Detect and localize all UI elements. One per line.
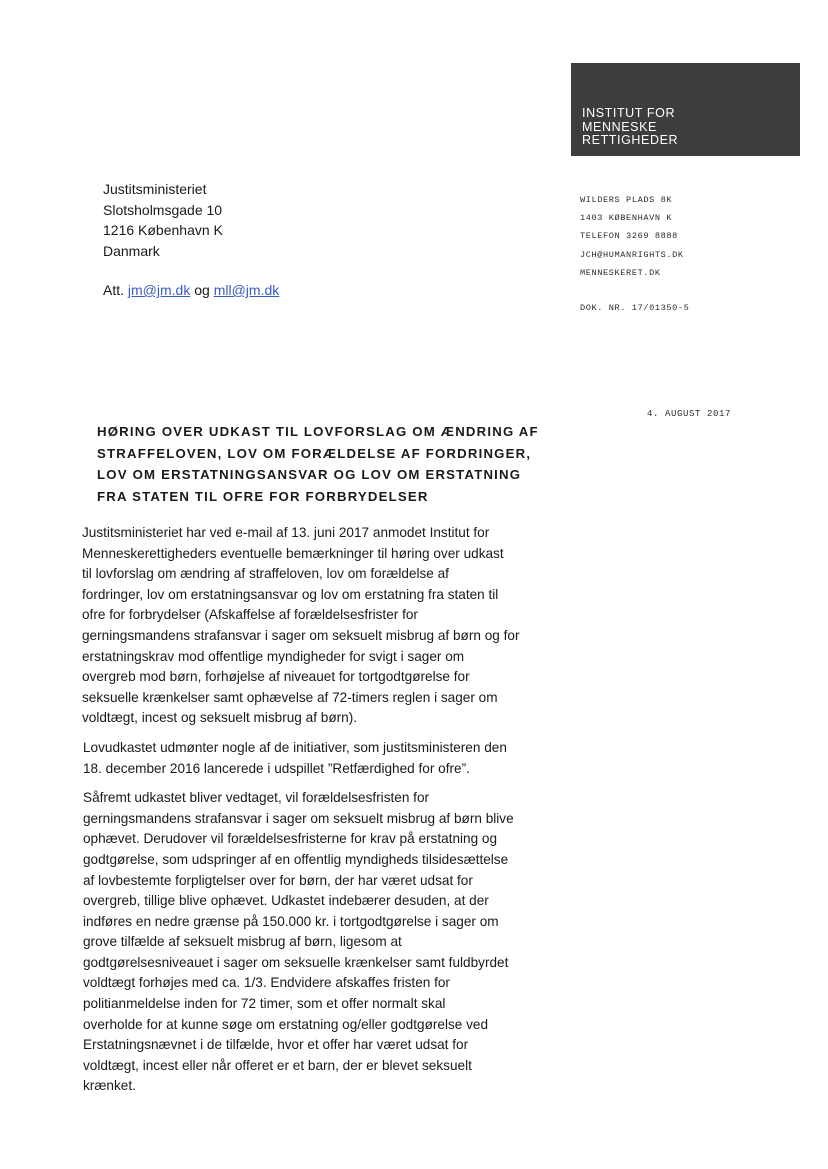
att-connector: og <box>194 282 210 298</box>
email-link-jm[interactable]: jm@jm.dk <box>127 282 191 298</box>
heading-line: HØRING OVER UDKAST TIL LOVFORSLAG OM ÆNDRING AF <box>97 424 539 439</box>
body-line: voldtægt, incest og seksuelt misbrug af børn). <box>82 710 358 726</box>
heading-line: LOV OM ERSTATNINGSANSVAR OG LOV OM ERSTATNING <box>97 467 522 482</box>
body-line: ofre for forbrydelser (Afskaffelse af forældelsesfrister for <box>82 607 418 623</box>
body-line: fordringer, lov om erstatningsansvar og lov om erstatning fra staten til <box>82 586 499 602</box>
body-line: gerningsmandens strafansvar i sager om seksuelt misbrug af børn og for <box>82 627 520 643</box>
body-line: erstatningskrav mod offentlige myndigheder for svigt i sager om <box>82 648 465 664</box>
body-line: Menneskerettigheders eventuelle bemærkninger til høring over udkast <box>82 545 504 561</box>
sender-line: TELEFON 3269 8888 <box>580 231 678 242</box>
logo-line: RETTIGHEDER <box>582 133 679 147</box>
letter-date: 4. AUGUST 2017 <box>647 409 732 419</box>
letter-heading <box>97 421 567 507</box>
body-line: Justitsministeriet har ved e-mail af 13. juni 2017 anmodet Institut for <box>82 525 490 540</box>
body-line: ophævet. Derudover vil forældelsesfristerne for krav på erstatning og <box>83 831 498 847</box>
body-line: overgreb, tillige blive ophævet. Udkastet indebærer desuden, at der <box>83 893 489 909</box>
attention-line <box>103 280 279 300</box>
sender-line: 1403 KØBENHAVN K <box>580 213 673 224</box>
body-line: indføres en nedre grænse på 150.000 kr. i tortgodtgørelse i sager om <box>83 913 499 929</box>
body-line: seksuelle krænkelser samt ophævelse af 72-timers reglen i sager om <box>82 689 498 705</box>
body-line: gerningsmandens strafansvar i sager om seksuelt misbrug af børn blive <box>83 810 514 826</box>
body-line: Lovudkastet udmønter nogle af de initiativer, som justitsministeren den <box>83 739 507 755</box>
email-link-mll[interactable]: mll@jm.dk <box>213 282 280 298</box>
body-line: voldtægt, incest eller når offeret er et barn, der er blevet seksuelt <box>83 1057 472 1073</box>
body-line: overgreb mod børn, forhøjelse af niveauet for tortgodtgørelse for <box>82 669 470 685</box>
logo-line: MENNESKE <box>582 119 657 134</box>
recipient-line: 1216 København K <box>103 222 223 238</box>
sender-line: MENNESKERET.DK <box>580 267 661 278</box>
body-line: voldtægt forhøjes med ca. 1/3. Endvidere afskaffes fristen for <box>83 975 450 991</box>
document-number: DOK. NR. 17/01350-5 <box>580 303 690 313</box>
institute-logo <box>571 63 800 156</box>
body-line: af lovbestemte forpligtelser over for børn, der har været udsat for <box>83 872 473 888</box>
body-line: godtgørelse, som udspringer af en offentlig myndigheds tilsidesættelse <box>83 851 509 867</box>
sender-line: WILDERS PLADS 8K <box>580 195 673 205</box>
paragraph-1 <box>82 523 580 729</box>
paragraph-3 <box>83 788 580 1097</box>
logo-line: INSTITUT FOR <box>582 106 676 120</box>
body-line: 18. december 2016 lancerede i udspillet ”Retfærdighed for ofre”. <box>83 760 470 776</box>
letter-body <box>80 523 580 1106</box>
heading-line: FRA STATEN TIL OFRE FOR FORBRYDELSER <box>97 488 429 504</box>
recipient-line: Danmark <box>103 242 160 259</box>
body-line: overholde for at kunne søge om erstatning og/eller godtgørelse ved <box>83 1016 489 1032</box>
recipient-line: Justitsministeriet <box>103 181 207 197</box>
body-line: politianmeldelse inden for 72 timer, som et offer normalt skal <box>83 996 446 1012</box>
body-line: grove tilfælde af seksuelt misbrug af børn, ligesom at <box>83 934 402 950</box>
att-prefix: Att. <box>103 282 125 298</box>
logo-text <box>582 107 678 148</box>
body-line: Erstatningsnævnet i de tilfælde, hvor et offer har været udsat for <box>83 1037 469 1053</box>
sender-address <box>580 191 684 282</box>
heading-line: STRAFFELOVEN, LOV OM FORÆLDELSE AF FORDRINGER, <box>97 445 532 461</box>
body-line: til lovforslag om ændring af straffeloven, lov om forældelse af <box>82 566 449 582</box>
body-line: godtgørelsesniveauet i sager om seksuelle krænkelser samt fuldbyrdet <box>83 954 509 970</box>
sender-line: JCH@HUMANRIGHTS.DK <box>580 249 684 260</box>
recipient-address <box>103 179 223 261</box>
body-line: krænket. <box>83 1078 136 1094</box>
paragraph-2 <box>83 738 580 779</box>
recipient-line: Slotsholmsgade 10 <box>103 201 223 218</box>
body-line: Såfremt udkastet bliver vedtaget, vil forældelsesfristen for <box>83 790 430 806</box>
